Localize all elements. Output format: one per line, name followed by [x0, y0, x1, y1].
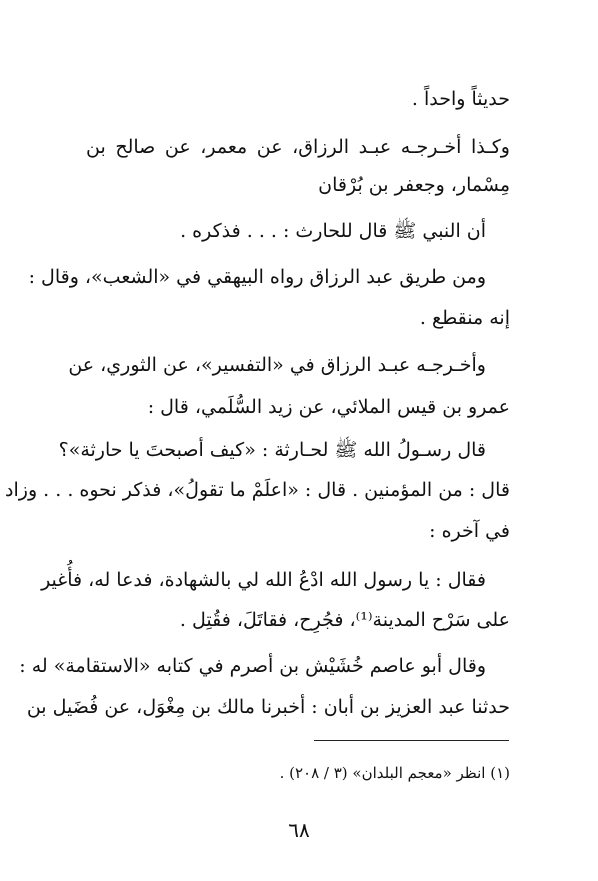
text-line-7: وأخـرجـه عبـد الرزاق في «التفسير»، عن الثوري، عن: [68, 354, 486, 376]
text-line-14: وقال أبو عاصم خُشَيْش بن أصرم في كتابه «الاستقامة» له :: [19, 655, 486, 677]
text-line-10: قال : من المؤمنين . قال : «اعلَمْ ما تقولُ»، فذكر نحوه . . . وزاد: [5, 479, 510, 501]
footnote: (١) انظر «معجم البلدان» (٣ / ٢٠٨) .: [279, 764, 510, 782]
page-number: ٦٨: [288, 818, 310, 842]
text-line-12: فقال : يا رسول الله ادْعُ الله لي بالشهادة، فدعا له، فأُغير: [41, 569, 486, 591]
text-line-3: مِسْمار، وجعفر بن بُرْقان: [318, 174, 510, 196]
footnote-separator: [314, 740, 509, 741]
text-line-9: قال رسـولُ الله ﷺ لحـارثة : «كيف أصبحتَ يا حارثة»؟: [58, 439, 486, 461]
text-line-2: وكـذا أخـرجـه عبـد الرزاق، عن معمر، عن صالح بن: [86, 136, 510, 158]
text-line-4: أن النبي ﷺ قال للحارث : . . . فذكره .: [180, 220, 486, 242]
text-line-8: عمرو بن قيس الملائي، عن زيد السُّلَمي، قال :: [147, 396, 510, 418]
text-line-6: إنه منقطع .: [419, 307, 510, 329]
text-line-15: حدثنا عبد العزيز بن أبان : أخبرنا مالك بن مِغْوَل، عن فُضَيل بن: [26, 696, 510, 718]
text-line-5: ومن طريق عبد الرزاق رواه البيهقي في «الشعب»، وقال :: [28, 266, 486, 288]
text-line-11: في آخره :: [429, 520, 510, 542]
text-line-13: على سَرْح المدينة⁽¹⁾، فجُرِح، فقاتَلَ، فقُتِل .: [179, 609, 510, 631]
text-line-1: حديثاً واحداً .: [411, 88, 510, 110]
